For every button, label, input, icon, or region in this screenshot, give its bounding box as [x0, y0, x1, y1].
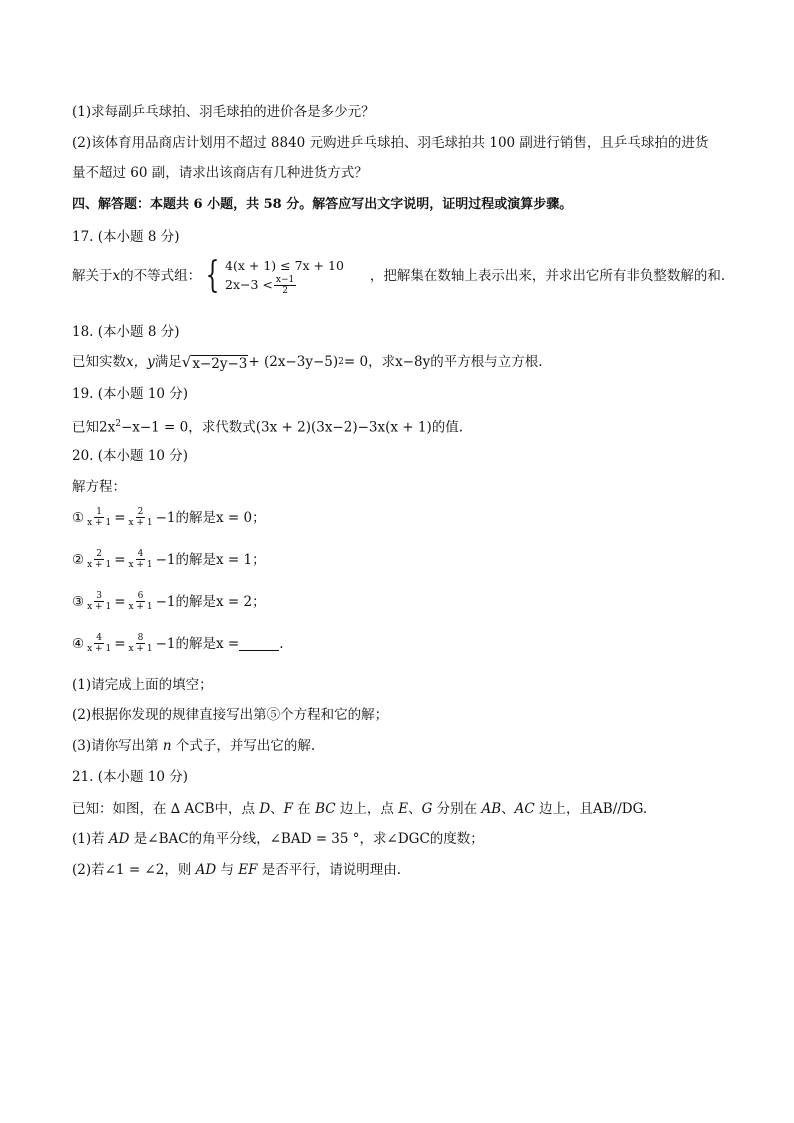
q20-intro: 解方程：: [72, 479, 126, 495]
q18-variables: x，y: [126, 354, 155, 370]
equals-sign: =: [114, 509, 126, 526]
q20-equation-4: [72, 633, 284, 654]
fraction-right: [127, 507, 155, 528]
fraction-denominator: x + 1: [87, 644, 112, 654]
point-g: G: [421, 801, 433, 817]
q21-l1-b: 在: [293, 801, 316, 817]
segment-ad: AD: [108, 831, 130, 847]
inequality-2-fraction: [274, 275, 296, 296]
q21-header: 21. (本小题 10 分): [72, 769, 189, 785]
radicand: x−2y−3: [192, 356, 248, 372]
q21-l1-d: 分别在: [432, 801, 482, 817]
equation-tail: −1的解是x = 2；: [155, 593, 266, 610]
q17-prefix: 解关于: [72, 268, 113, 284]
q18-mid: 满足: [154, 354, 182, 370]
fraction-denominator: x + 1: [128, 644, 153, 654]
separator: 、: [501, 801, 515, 817]
fraction-left: [85, 633, 113, 654]
q20-sub3-b: 个式子，并写出它的解.: [171, 738, 316, 754]
fraction-numerator: x−1: [275, 275, 295, 285]
separator: 、: [270, 801, 284, 817]
q20-equation-1: [72, 507, 266, 528]
fraction-numerator: 4: [96, 633, 103, 643]
segment-ef: EF: [238, 862, 258, 878]
fraction-denominator: x + 1: [128, 518, 153, 528]
q20-equation-3: [72, 591, 266, 612]
q18-prefix: 已知实数: [72, 354, 126, 370]
separator: 、: [408, 801, 422, 817]
inequality-2: [225, 275, 344, 296]
q21-l3-b: 与: [216, 862, 239, 878]
square-root: [182, 352, 249, 372]
q20-sub3: [72, 736, 315, 756]
fraction-numerator: 2: [96, 549, 103, 559]
q19-suffix: −x−1 = 0，求代数式(3x + 2)(3x−2)−3x(x + 1)的值.: [120, 419, 464, 436]
q19-prefix: 已知2x: [72, 419, 116, 436]
section4-heading-c: 分。解答应写出文字说明，证明过程或演算步骤。: [281, 197, 573, 212]
circled-number: ②: [72, 551, 85, 568]
q21-line1: [72, 799, 647, 819]
q18-body: [72, 352, 543, 372]
fraction-numerator: 1: [96, 507, 103, 517]
q17-mid: 的不等式组：: [120, 268, 202, 284]
fraction-denominator: x + 1: [128, 602, 153, 612]
point-d: D: [259, 801, 271, 817]
q16-part1: (1)求每副乒乓球拍、羽毛球拍的进价各是多少元？: [72, 104, 375, 120]
q20-header: 20. (本小题 10 分): [72, 448, 189, 464]
fraction-left: [85, 507, 113, 528]
circled-number: ④: [72, 635, 85, 652]
q21-l2-a: (1)若: [72, 831, 109, 847]
q21-l1-e: 边上，且AB//DG.: [534, 801, 648, 817]
q21-l3-c: 是否平行，请说明理由.: [257, 862, 402, 878]
equation-tail: −1的解是x = 0；: [155, 509, 266, 526]
radical-icon: √: [181, 353, 192, 371]
q19-header: 19. (本小题 10 分): [72, 386, 189, 402]
q17-suffix: ，把解集在数轴上表示出来，并求出它所有非负整数解的和.: [369, 268, 726, 284]
fraction-denominator: x + 1: [87, 560, 112, 570]
q20-equation-2: [72, 549, 266, 570]
q20-sub1: (1)请完成上面的填空；: [72, 677, 213, 693]
equation-tail: −1的解是x =: [155, 635, 240, 652]
q21-l1-c: 边上，点: [335, 801, 399, 817]
q21-l3-a: (2)若∠1 = ∠2，则: [72, 862, 196, 878]
segment-ab: AB: [481, 801, 502, 817]
q17-variable: x: [112, 268, 121, 284]
section4-heading-a: 四、解答题：本题共: [72, 197, 194, 212]
q21-l2-b: 是∠BAC的角平分线，∠BAD = 35 °，求∠DGC的度数；: [129, 831, 484, 847]
section4-score: 58: [263, 197, 282, 212]
fraction-right: [127, 633, 155, 654]
section4-heading: [72, 195, 572, 215]
point-e: E: [398, 801, 409, 817]
fraction-denominator: 2: [282, 286, 288, 296]
q21-l1-a: 已知：如图，在 ∆ ACB中，点: [72, 801, 260, 817]
equals-sign: =: [114, 551, 126, 568]
circled-number: ③: [72, 593, 85, 610]
q16-part2-line2: 量不超过 60 副，请求出该商店有几种进货方式？: [72, 165, 368, 181]
segment-ad: AD: [195, 862, 217, 878]
fraction-numerator: 4: [137, 549, 144, 559]
q18-header: 18. (本小题 8 分): [72, 324, 180, 340]
fraction-numerator: 8: [137, 633, 144, 643]
equals-sign: =: [114, 635, 126, 652]
q16-part2-line1: (2)该体育用品商店计划用不超过 8840 元购进乒乓球拍、羽毛球拍共 100 副进行销售，且乒乓球拍的进货: [72, 135, 709, 151]
period: .: [279, 635, 284, 652]
q20-sub3-a: (3)请你写出第: [72, 738, 163, 754]
fraction-numerator: 6: [137, 591, 144, 601]
q20-sub2: (2)根据你发现的规律直接写出第⑤个方程和它的解；: [72, 707, 389, 723]
q21-line3: [72, 860, 401, 880]
q17-body: [72, 256, 725, 296]
brace-icon: {: [205, 255, 220, 296]
point-f: F: [283, 801, 294, 817]
q19-exponent: 2: [115, 419, 121, 429]
q17-header: 17. (本小题 8 分): [72, 229, 180, 245]
segment-bc: BC: [315, 801, 336, 817]
q18-exponent: 2: [338, 357, 344, 367]
equation-tail: −1的解是x = 1；: [155, 551, 266, 568]
section4-question-count: 6: [193, 197, 203, 212]
fraction-left: [85, 591, 113, 612]
section4-heading-b: 小题，共: [202, 197, 264, 212]
fraction-numerator: 3: [96, 591, 103, 601]
q19-body: [72, 414, 463, 438]
q18-plus-term: + (2x−3y−5): [248, 354, 339, 370]
q21-line2: [72, 829, 484, 849]
equals-sign: =: [114, 593, 126, 610]
circled-number: ①: [72, 509, 85, 526]
inequality-2-left: 2x−3 <: [225, 277, 273, 292]
inequality-system: [201, 256, 344, 296]
fraction-denominator: x + 1: [128, 560, 153, 570]
inequality-1: 4(x + 1) ≤ 7x + 10: [225, 258, 344, 273]
q18-suffix: = 0，求x−8y的平方根与立方根.: [343, 354, 543, 370]
segment-ac: AC: [514, 801, 535, 817]
fraction-left: [85, 549, 113, 570]
fraction-numerator: 2: [137, 507, 144, 517]
fraction-right: [127, 549, 155, 570]
fraction-right: [127, 591, 155, 612]
fraction-denominator: x + 1: [87, 518, 112, 528]
fraction-denominator: x + 1: [87, 602, 112, 612]
answer-blank[interactable]: [239, 636, 279, 651]
q20-sub3-variable: n: [162, 738, 172, 754]
